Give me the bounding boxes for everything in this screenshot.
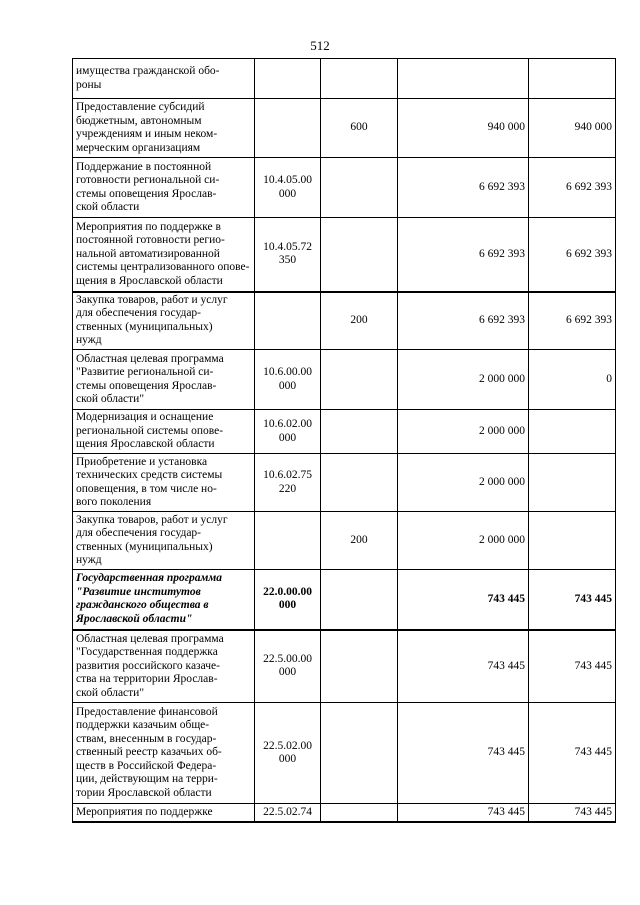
row-expense-type-cell (321, 410, 398, 454)
row-amount-1-cell: 2 000 000 (398, 350, 529, 410)
row-expense-type-cell (321, 158, 398, 218)
budget-table-body (73, 59, 616, 822)
row-amount-2-cell: 6 692 393 (529, 218, 616, 292)
row-amount-2-cell: 6 692 393 (529, 158, 616, 218)
table-row (73, 570, 616, 630)
row-amount-1-cell: 6 692 393 (398, 292, 529, 350)
row-name-cell: Государственная программа "Развитие институтов гражданского общества в Ярославской области" (73, 570, 255, 630)
row-code-cell (255, 59, 321, 99)
row-name-cell: Мероприятия по поддержке в постоянной готовности регио- нальной автоматизированной системы централизованного опове- щения в Ярославской области (73, 218, 255, 292)
table-row (73, 454, 616, 512)
row-expense-type-cell: 600 (321, 99, 398, 158)
row-expense-type-cell (321, 804, 398, 822)
row-amount-2-cell (529, 454, 616, 512)
row-amount-1-cell: 940 000 (398, 99, 529, 158)
row-amount-2-cell (529, 410, 616, 454)
row-name-cell: Предоставление субсидий бюджетным, автономным учреждениям и иным неком- мерческим организациям (73, 99, 255, 158)
table-row (73, 703, 616, 804)
row-expense-type-cell (321, 703, 398, 804)
row-expense-type-cell (321, 59, 398, 99)
row-code-cell: 22.5.02.74 (255, 804, 321, 822)
row-amount-2-cell: 6 692 393 (529, 292, 616, 350)
row-name-cell: Предоставление финансовой поддержки казачьим обще- ствам, внесенным в государ- ственный реестр казачьих об- ществ в Российской Федера- ции, действующим на терри- тории Ярославской области (73, 703, 255, 804)
table-row (73, 99, 616, 158)
row-name-cell: Областная целевая программа "Развитие региональной си- стемы оповещения Ярослав- ской области" (73, 350, 255, 410)
row-amount-2-cell: 940 000 (529, 99, 616, 158)
row-amount-1-cell: 2 000 000 (398, 410, 529, 454)
row-name-cell: Мероприятия по поддержке (73, 804, 255, 822)
row-expense-type-cell (321, 218, 398, 292)
row-code-cell: 22.5.02.00 000 (255, 703, 321, 804)
row-expense-type-cell: 200 (321, 512, 398, 570)
table-row (73, 59, 616, 99)
row-amount-2-cell (529, 59, 616, 99)
row-amount-1-cell: 743 445 (398, 804, 529, 822)
row-amount-1-cell: 743 445 (398, 703, 529, 804)
table-row (73, 630, 616, 703)
row-name-cell: Поддержание в постоянной готовности региональной си- стемы оповещения Ярослав- ской области (73, 158, 255, 218)
row-name-cell: имущества гражданской обо- роны (73, 59, 255, 99)
row-amount-1-cell: 743 445 (398, 570, 529, 630)
table-row (73, 218, 616, 292)
table-row (73, 158, 616, 218)
row-name-cell: Приобретение и установка технических средств системы оповещения, в том числе но- вого поколения (73, 454, 255, 512)
row-code-cell: 22.5.00.00 000 (255, 630, 321, 703)
row-name-cell: Областная целевая программа "Государственная поддержка развития российского казаче- ства на территории Ярослав- ской области" (73, 630, 255, 703)
row-name-cell: Модернизация и оснащение региональной системы опове- щения Ярославской области (73, 410, 255, 454)
page-number: 512 (310, 38, 330, 53)
row-name-cell: Закупка товаров, работ и услуг для обеспечения государ- ственных (муниципальных) нужд (73, 512, 255, 570)
row-amount-2-cell: 743 445 (529, 804, 616, 822)
row-amount-2-cell: 743 445 (529, 630, 616, 703)
row-code-cell: 22.0.00.00 000 (255, 570, 321, 630)
table-row (73, 292, 616, 350)
row-code-cell: 10.4.05.00 000 (255, 158, 321, 218)
row-code-cell: 10.6.02.00 000 (255, 410, 321, 454)
row-expense-type-cell (321, 454, 398, 512)
row-amount-1-cell: 2 000 000 (398, 512, 529, 570)
row-expense-type-cell (321, 570, 398, 630)
row-amount-1-cell: 743 445 (398, 630, 529, 703)
row-amount-2-cell: 0 (529, 350, 616, 410)
row-expense-type-cell (321, 350, 398, 410)
table-row (73, 410, 616, 454)
row-amount-1-cell: 6 692 393 (398, 218, 529, 292)
row-code-cell (255, 292, 321, 350)
table-row (73, 512, 616, 570)
row-expense-type-cell (321, 630, 398, 703)
row-amount-1-cell: 2 000 000 (398, 454, 529, 512)
row-code-cell: 10.6.02.75 220 (255, 454, 321, 512)
row-code-cell: 10.4.05.72 350 (255, 218, 321, 292)
budget-table (72, 58, 616, 823)
row-amount-2-cell: 743 445 (529, 703, 616, 804)
row-expense-type-cell: 200 (321, 292, 398, 350)
table-row (73, 350, 616, 410)
table-row (73, 804, 616, 822)
row-amount-1-cell (398, 59, 529, 99)
row-code-cell: 10.6.00.00 000 (255, 350, 321, 410)
row-code-cell (255, 512, 321, 570)
row-amount-2-cell: 743 445 (529, 570, 616, 630)
row-name-cell: Закупка товаров, работ и услуг для обеспечения государ- ственных (муниципальных) нужд (73, 292, 255, 350)
row-amount-2-cell (529, 512, 616, 570)
row-amount-1-cell: 6 692 393 (398, 158, 529, 218)
row-code-cell (255, 99, 321, 158)
